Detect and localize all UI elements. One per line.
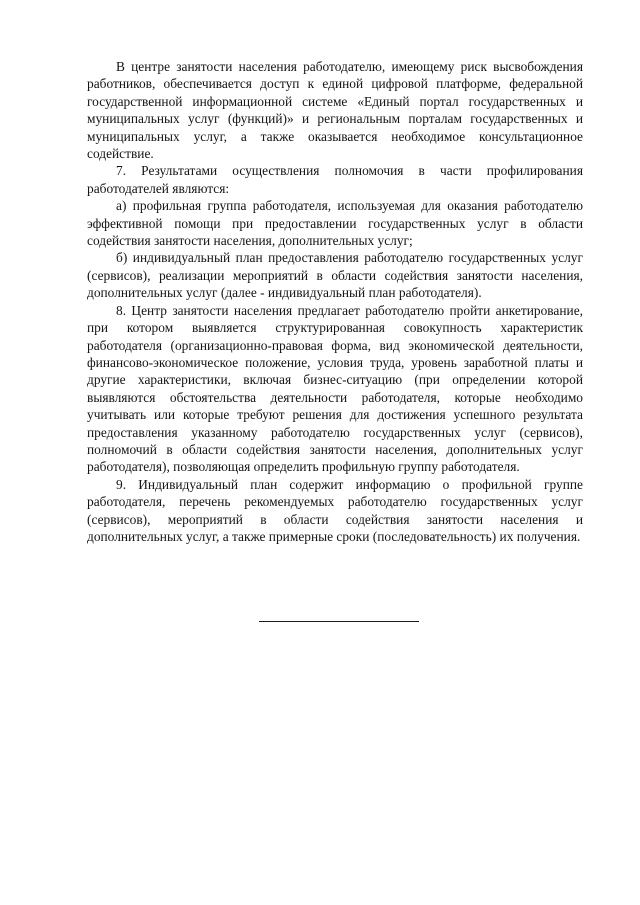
paragraph-7b-individual-plan: б) индивидуальный план предоставления работодателю государственных услуг (сервисов), реализации мероприятий в области содействия занятости населения, дополнительных услуг (далее - индивидуальный план работодателя).	[87, 250, 583, 301]
end-divider-line	[259, 621, 419, 622]
document-body	[87, 58, 583, 545]
paragraph-7-results: 7. Результатами осуществления полномочия в части профилирования работодателей являются:	[87, 163, 583, 196]
paragraph-9-plan-contents: 9. Индивидуальный план содержит информацию о профильной группе работодателя, перечень рекомендуемых работодателю государственных услуг (сервисов), мероприятий в области содействия занятости населения и дополнительных услуг, а также примерные сроки (последовательность) их получения.	[87, 476, 583, 544]
paragraph-7a-profile-group: а) профильная группа работодателя, используемая для оказания работодателю эффективной помощи при предоставлении государственных услуг в области содействия занятости населения, дополнительных услуг;	[87, 198, 583, 249]
paragraph-employer-access: В центре занятости населения работодателю, имеющему риск высвобождения работников, обеспечивается доступ к единой цифровой платформе, федеральной государственной информационной системе «Единый портал государственных и муниципальных услуг (функций)» и региональным порталам государственных и муниципальных услуг, а также оказывается необходимое консультационное содействие.	[87, 59, 583, 162]
paragraph-8-questionnaire: 8. Центр занятости населения предлагает работодателю пройти анкетирование, при котором выявляется структурированная совокупность характеристик работодателя (организационно-правовая форма, вид экономической деятельности, финансово-экономическое положение, условия труда, уровень заработной платы и другие характеристики, включая бизнес-ситуацию (при определении которой выявляются обстоятельства деятельности работодателя, которые необходимо учитывать или которые требуют решения для достижения успешного результата предоставления указанному работодателю государственных услуг (сервисов), полномочий в области содействия занятости населения, дополнительных услуг работодателя), позволяющая определить профильную группу работодателя.	[87, 302, 583, 475]
